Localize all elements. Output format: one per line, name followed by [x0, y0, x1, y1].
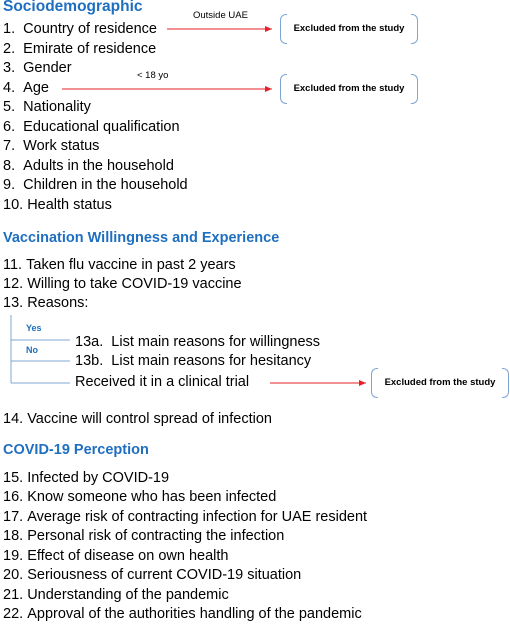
sub-item-13b — [75, 352, 311, 370]
item-number: 17. — [3, 509, 24, 525]
bracket-right — [502, 368, 509, 398]
item-number: 11. — [3, 257, 23, 273]
list-item-2 — [3, 40, 156, 58]
item-number: 7. — [3, 138, 16, 154]
item-number: 12. — [3, 276, 24, 292]
item-number: 3. — [3, 60, 16, 76]
item-text: Infected by COVID-19 — [27, 470, 170, 486]
list-item-7 — [3, 137, 99, 155]
list-item-4 — [3, 79, 49, 97]
excluded-label: Excluded from the study — [293, 83, 405, 94]
arrow-label-under-18: < 18 yo — [137, 70, 169, 81]
item-number: 16. — [3, 489, 24, 505]
item-text: Educational qualification — [23, 119, 180, 135]
list-item-17 — [3, 508, 367, 526]
bracket-left — [371, 368, 378, 398]
list-item-19 — [3, 547, 228, 565]
item-text: List main reasons for willingness — [111, 334, 321, 350]
section-title-perception: COVID-19 Perception — [3, 442, 149, 458]
list-item-8 — [3, 157, 174, 175]
item-text: Health status — [27, 197, 112, 213]
list-item-1 — [3, 20, 157, 38]
item-number: 13a. — [75, 334, 104, 350]
item-text: Emirate of residence — [23, 41, 157, 57]
item-number: 13. — [3, 295, 24, 311]
list-item-10 — [3, 196, 112, 214]
item-number: 5. — [3, 99, 16, 115]
item-number: 18. — [3, 528, 24, 544]
bracket-right — [411, 74, 418, 104]
list-item-6 — [3, 118, 180, 136]
item-text: Adults in the household — [23, 158, 174, 174]
section-title-vaccination: Vaccination Willingness and Experience — [3, 230, 280, 246]
list-item-13 — [3, 294, 88, 312]
branch-label-no: No — [26, 345, 38, 355]
item-text: Reasons: — [27, 295, 89, 311]
item-text: Understanding of the pandemic — [27, 587, 229, 603]
sub-item-13a — [75, 333, 320, 351]
list-item-22 — [3, 605, 362, 623]
item-text: Personal risk of contracting the infection — [27, 528, 285, 544]
item-text: Vaccine will control spread of infection — [27, 411, 272, 427]
list-item-11 — [3, 256, 236, 274]
item-number: 8. — [3, 158, 16, 174]
item-number: 2. — [3, 41, 16, 57]
arrow-label-outside-uae: Outside UAE — [193, 10, 248, 21]
item-number: 15. — [3, 470, 24, 486]
list-item-3 — [3, 59, 72, 77]
list-item-20 — [3, 566, 301, 584]
excluded-label: Excluded from the study — [293, 23, 405, 34]
item-number: 13b. — [75, 353, 104, 369]
branch-label-yes: Yes — [26, 323, 42, 333]
list-item-21 — [3, 586, 229, 604]
list-item-12 — [3, 275, 242, 293]
item-text: Work status — [23, 138, 100, 154]
item-text: Willing to take COVID-19 vaccine — [27, 276, 242, 292]
item-text: Taken flu vaccine in past 2 years — [26, 257, 236, 273]
item-number: 21. — [3, 587, 24, 603]
bracket-left — [280, 74, 287, 104]
bracket-right — [411, 14, 418, 44]
item-number: 10. — [3, 197, 24, 213]
sub-item-clinical-trial — [75, 373, 249, 391]
list-item-9 — [3, 176, 188, 194]
item-text: Know someone who has been infected — [27, 489, 277, 505]
excluded-box-clinical-trial — [371, 368, 509, 398]
item-text: Received it in a clinical trial — [75, 374, 250, 390]
item-number: 14. — [3, 411, 24, 427]
list-item-5 — [3, 98, 91, 116]
excluded-label: Excluded from the study — [384, 377, 496, 388]
item-text: List main reasons for hesitancy — [111, 353, 312, 369]
item-text: Average risk of contracting infection for UAE resident — [27, 509, 368, 525]
section-title-sociodemographic: Sociodemographic — [3, 0, 143, 15]
item-text: Seriousness of current COVID-19 situation — [27, 567, 302, 583]
item-text: Country of residence — [23, 21, 157, 37]
item-number: 19. — [3, 548, 24, 564]
list-item-16 — [3, 488, 276, 506]
list-item-18 — [3, 527, 284, 545]
item-number: 6. — [3, 119, 16, 135]
item-text: Children in the household — [23, 177, 188, 193]
bracket-left — [280, 14, 287, 44]
excluded-box-under-18 — [280, 74, 418, 104]
item-text: Nationality — [23, 99, 91, 115]
list-item-14 — [3, 410, 272, 428]
excluded-box-outside-uae — [280, 14, 418, 44]
item-text: Approval of the authorities handling of the pandemic — [27, 606, 362, 622]
item-text: Age — [23, 80, 49, 96]
item-text: Effect of disease on own health — [27, 548, 229, 564]
item-number: 22. — [3, 606, 24, 622]
list-item-15 — [3, 469, 169, 487]
item-number: 1. — [3, 21, 16, 37]
item-number: 4. — [3, 80, 16, 96]
item-number: 9. — [3, 177, 16, 193]
item-number: 20. — [3, 567, 24, 583]
item-text: Gender — [23, 60, 72, 76]
